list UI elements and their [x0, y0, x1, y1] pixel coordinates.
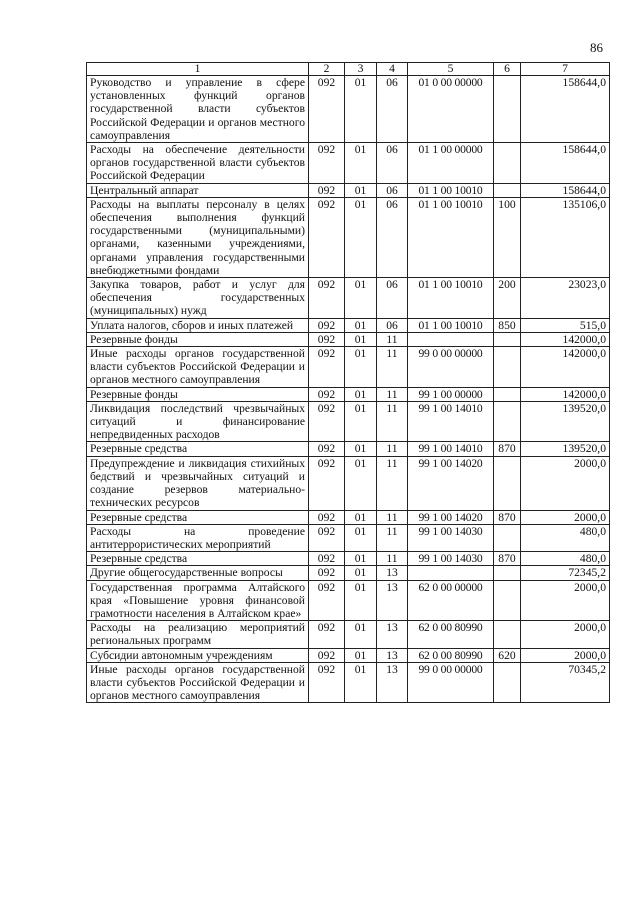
table-row [87, 347, 610, 388]
admin-code-cell: 092 [309, 387, 345, 401]
target-article-cell: 01 1 00 10010 [408, 197, 494, 277]
section-code-cell: 01 [345, 621, 377, 648]
expense-type-cell: 870 [494, 510, 521, 524]
expense-type-cell: 850 [494, 318, 521, 332]
row-name-cell: Резервные фонды [87, 387, 309, 401]
section-code-cell: 01 [345, 183, 377, 197]
table-row [87, 318, 610, 332]
amount-cell: 2000,0 [521, 456, 610, 510]
target-article-cell: 99 1 00 14020 [408, 510, 494, 524]
admin-code-cell: 092 [309, 183, 345, 197]
row-name-cell: Резервные средства [87, 510, 309, 524]
target-article-cell [408, 332, 494, 346]
amount-cell: 142000,0 [521, 387, 610, 401]
row-name-cell: Закупка товаров, работ и услуг для обеспечения государственных (муниципальных) нужд [87, 278, 309, 319]
expense-type-cell [494, 387, 521, 401]
section-code-cell: 01 [345, 566, 377, 580]
subsection-code-cell: 11 [377, 442, 408, 456]
budget-table [86, 62, 610, 703]
admin-code-cell: 092 [309, 566, 345, 580]
subsection-code-cell: 13 [377, 662, 408, 703]
subsection-code-cell: 11 [377, 347, 408, 388]
expense-type-cell [494, 347, 521, 388]
amount-cell: 72345,2 [521, 566, 610, 580]
expense-type-cell [494, 456, 521, 510]
row-name-cell: Расходы на реализацию мероприятий региональных программ [87, 621, 309, 648]
table-row [87, 524, 610, 551]
target-article-cell: 99 1 00 14010 [408, 401, 494, 442]
amount-cell: 142000,0 [521, 347, 610, 388]
target-article-cell: 99 1 00 00000 [408, 387, 494, 401]
admin-code-cell: 092 [309, 332, 345, 346]
table-row [87, 456, 610, 510]
section-code-cell: 01 [345, 76, 377, 143]
row-name-cell: Иные расходы органов государственной власти субъектов Российской Федерации и органов местного самоуправления [87, 347, 309, 388]
row-name-cell: Государственная программа Алтайского края «Повышение уровня финансовой грамотности населения в Алтайском крае» [87, 580, 309, 621]
table-row [87, 143, 610, 184]
row-name-cell: Иные расходы органов государственной власти субъектов Российской Федерации и органов местного самоуправления [87, 662, 309, 703]
expense-type-cell [494, 401, 521, 442]
target-article-cell: 62 0 00 00000 [408, 580, 494, 621]
section-code-cell: 01 [345, 143, 377, 184]
expense-type-cell [494, 76, 521, 143]
table-row [87, 662, 610, 703]
admin-code-cell: 092 [309, 662, 345, 703]
table-row [87, 580, 610, 621]
row-name-cell: Субсидии автономным учреждениям [87, 648, 309, 662]
admin-code-cell: 092 [309, 552, 345, 566]
expense-type-cell: 620 [494, 648, 521, 662]
column-header: 4 [377, 63, 408, 76]
target-article-cell: 99 1 00 14030 [408, 552, 494, 566]
subsection-code-cell: 11 [377, 510, 408, 524]
table-row [87, 552, 610, 566]
subsection-code-cell: 13 [377, 648, 408, 662]
column-header: 5 [408, 63, 494, 76]
table-row [87, 387, 610, 401]
subsection-code-cell: 11 [377, 332, 408, 346]
section-code-cell: 01 [345, 387, 377, 401]
admin-code-cell: 092 [309, 401, 345, 442]
subsection-code-cell: 06 [377, 143, 408, 184]
amount-cell: 23023,0 [521, 278, 610, 319]
table-row [87, 76, 610, 143]
header-row [87, 63, 610, 76]
target-article-cell [408, 566, 494, 580]
amount-cell: 158644,0 [521, 76, 610, 143]
section-code-cell: 01 [345, 580, 377, 621]
section-code-cell: 01 [345, 524, 377, 551]
expense-type-cell: 200 [494, 278, 521, 319]
section-code-cell: 01 [345, 197, 377, 277]
admin-code-cell: 092 [309, 621, 345, 648]
target-article-cell: 99 1 00 14010 [408, 442, 494, 456]
expense-type-cell [494, 580, 521, 621]
section-code-cell: 01 [345, 510, 377, 524]
subsection-code-cell: 11 [377, 552, 408, 566]
section-code-cell: 01 [345, 648, 377, 662]
section-code-cell: 01 [345, 332, 377, 346]
admin-code-cell: 092 [309, 197, 345, 277]
target-article-cell: 01 1 00 00000 [408, 143, 494, 184]
amount-cell: 158644,0 [521, 143, 610, 184]
target-article-cell: 99 0 00 00000 [408, 347, 494, 388]
column-header: 1 [87, 63, 309, 76]
admin-code-cell: 092 [309, 76, 345, 143]
table-row [87, 442, 610, 456]
row-name-cell: Ликвидация последствий чрезвычайных ситуаций и финансирование непредвиденных расходов [87, 401, 309, 442]
table-row [87, 183, 610, 197]
expense-type-cell [494, 662, 521, 703]
column-header: 6 [494, 63, 521, 76]
subsection-code-cell: 13 [377, 621, 408, 648]
expense-type-cell [494, 332, 521, 346]
expense-type-cell [494, 621, 521, 648]
table-row [87, 566, 610, 580]
amount-cell: 139520,0 [521, 442, 610, 456]
expense-type-cell: 870 [494, 552, 521, 566]
target-article-cell: 99 1 00 14030 [408, 524, 494, 551]
expense-type-cell [494, 566, 521, 580]
subsection-code-cell: 13 [377, 566, 408, 580]
row-name-cell: Расходы на обеспечение деятельности органов государственной власти субъектов Российской Федерации [87, 143, 309, 184]
row-name-cell: Руководство и управление в сфере установленных функций органов государственной власти субъектов Российской Федерации и органов местного самоуправления [87, 76, 309, 143]
target-article-cell: 01 1 00 10010 [408, 318, 494, 332]
subsection-code-cell: 06 [377, 197, 408, 277]
section-code-cell: 01 [345, 442, 377, 456]
target-article-cell: 99 1 00 14020 [408, 456, 494, 510]
admin-code-cell: 092 [309, 347, 345, 388]
subsection-code-cell: 06 [377, 183, 408, 197]
row-name-cell: Предупреждение и ликвидация стихийных бедствий и чрезвычайных ситуаций и создание резервов материально-технических ресурсов [87, 456, 309, 510]
section-code-cell: 01 [345, 278, 377, 319]
amount-cell: 158644,0 [521, 183, 610, 197]
expense-type-cell [494, 183, 521, 197]
row-name-cell: Резервные средства [87, 442, 309, 456]
row-name-cell: Расходы на проведение антитеррористических мероприятий [87, 524, 309, 551]
section-code-cell: 01 [345, 456, 377, 510]
target-article-cell: 01 1 00 10010 [408, 183, 494, 197]
subsection-code-cell: 11 [377, 387, 408, 401]
table-row [87, 621, 610, 648]
table-row [87, 197, 610, 277]
table-row [87, 332, 610, 346]
amount-cell: 515,0 [521, 318, 610, 332]
amount-cell: 2000,0 [521, 648, 610, 662]
admin-code-cell: 092 [309, 510, 345, 524]
expense-type-cell: 100 [494, 197, 521, 277]
amount-cell: 2000,0 [521, 621, 610, 648]
admin-code-cell: 092 [309, 524, 345, 551]
amount-cell: 480,0 [521, 524, 610, 551]
table-row [87, 510, 610, 524]
target-article-cell: 62 0 00 80990 [408, 648, 494, 662]
amount-cell: 2000,0 [521, 580, 610, 621]
admin-code-cell: 092 [309, 318, 345, 332]
amount-cell: 135106,0 [521, 197, 610, 277]
section-code-cell: 01 [345, 401, 377, 442]
admin-code-cell: 092 [309, 143, 345, 184]
admin-code-cell: 092 [309, 278, 345, 319]
admin-code-cell: 092 [309, 456, 345, 510]
page-number: 86 [590, 40, 603, 55]
expense-type-cell [494, 143, 521, 184]
section-code-cell: 01 [345, 662, 377, 703]
row-name-cell: Центральный аппарат [87, 183, 309, 197]
subsection-code-cell: 11 [377, 456, 408, 510]
row-name-cell: Другие общегосударственные вопросы [87, 566, 309, 580]
amount-cell: 480,0 [521, 552, 610, 566]
table-row [87, 648, 610, 662]
subsection-code-cell: 06 [377, 318, 408, 332]
row-name-cell: Резервные средства [87, 552, 309, 566]
target-article-cell: 01 0 00 00000 [408, 76, 494, 143]
row-name-cell: Уплата налогов, сборов и иных платежей [87, 318, 309, 332]
section-code-cell: 01 [345, 347, 377, 388]
subsection-code-cell: 06 [377, 278, 408, 319]
subsection-code-cell: 11 [377, 524, 408, 551]
column-header: 2 [309, 63, 345, 76]
subsection-code-cell: 11 [377, 401, 408, 442]
row-name-cell: Расходы на выплаты персоналу в целях обеспечения выполнения функций государственными (муниципальными) органами, казенными учреждениями, органами управления государственными внебюджетными фондами [87, 197, 309, 277]
subsection-code-cell: 06 [377, 76, 408, 143]
target-article-cell: 99 0 00 00000 [408, 662, 494, 703]
table-row [87, 278, 610, 319]
target-article-cell: 01 1 00 10010 [408, 278, 494, 319]
table-row [87, 401, 610, 442]
admin-code-cell: 092 [309, 648, 345, 662]
subsection-code-cell: 13 [377, 580, 408, 621]
admin-code-cell: 092 [309, 442, 345, 456]
section-code-cell: 01 [345, 318, 377, 332]
amount-cell: 142000,0 [521, 332, 610, 346]
section-code-cell: 01 [345, 552, 377, 566]
column-header: 7 [521, 63, 610, 76]
column-header: 3 [345, 63, 377, 76]
amount-cell: 139520,0 [521, 401, 610, 442]
target-article-cell: 62 0 00 80990 [408, 621, 494, 648]
amount-cell: 70345,2 [521, 662, 610, 703]
amount-cell: 2000,0 [521, 510, 610, 524]
admin-code-cell: 092 [309, 580, 345, 621]
row-name-cell: Резервные фонды [87, 332, 309, 346]
expense-type-cell: 870 [494, 442, 521, 456]
expense-type-cell [494, 524, 521, 551]
